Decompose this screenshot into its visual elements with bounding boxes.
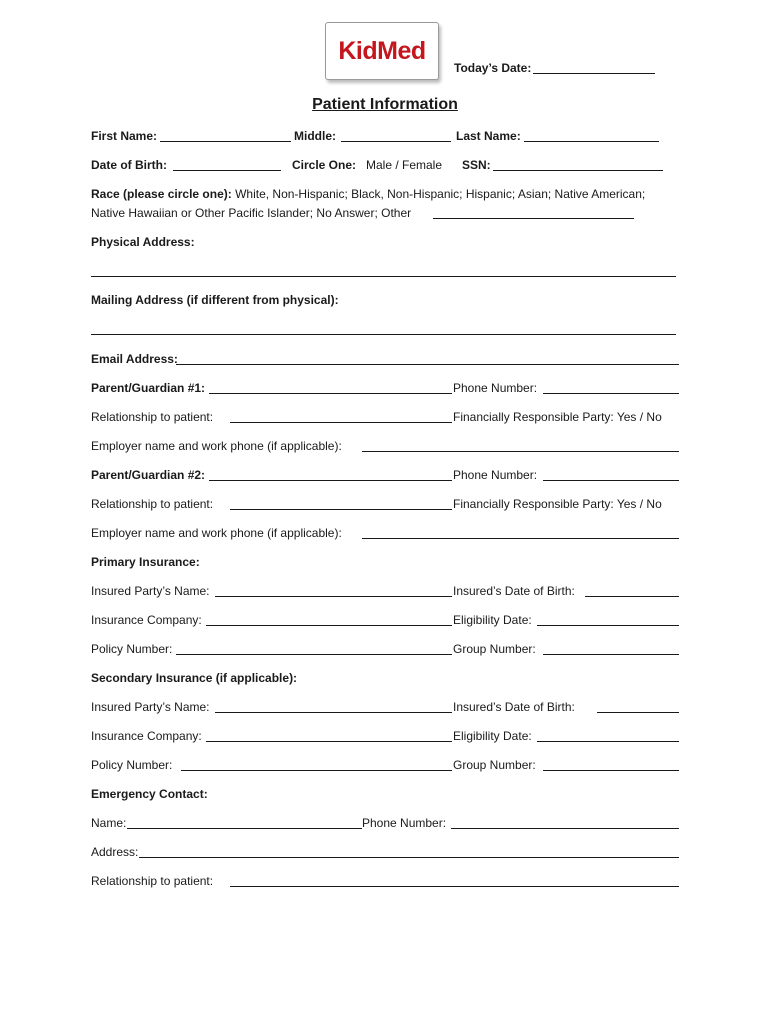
emergency-phone-field[interactable]	[451, 828, 679, 829]
emergency-heading: Emergency Contact:	[91, 787, 208, 801]
guardian2-name-field[interactable]	[209, 480, 452, 481]
primary-company-label: Insurance Company:	[91, 613, 202, 627]
emergency-relationship-field[interactable]	[230, 886, 679, 887]
guardian2-employer-field[interactable]	[362, 538, 679, 539]
guardian2-employer-label: Employer name and work phone (if applicable):	[91, 526, 342, 540]
primary-eligibility-label: Eligibility Date:	[453, 613, 532, 627]
logo-text: KidMed	[338, 36, 426, 65]
secondary-policy-label: Policy Number:	[91, 758, 173, 772]
race-options-2[interactable]: Native Hawaiian or Other Pacific Islander; No Answer; Other	[91, 206, 412, 220]
guardian1-name-field[interactable]	[209, 393, 452, 394]
first-name-field[interactable]	[160, 141, 291, 142]
last-name-field[interactable]	[524, 141, 659, 142]
ssn-field[interactable]	[493, 170, 663, 171]
emergency-address-field[interactable]	[139, 857, 679, 858]
kidmed-logo	[325, 22, 439, 80]
secondary-company-label: Insurance Company:	[91, 729, 202, 743]
sex-options[interactable]: Male / Female	[366, 158, 443, 172]
secondary-insurance-heading: Secondary Insurance (if applicable):	[91, 671, 298, 685]
secondary-insured-dob-field[interactable]	[597, 712, 679, 713]
primary-insured-name-label: Insured Party’s Name:	[91, 584, 210, 598]
physical-address-field[interactable]	[91, 276, 676, 277]
dob-field[interactable]	[173, 170, 281, 171]
ssn-label: SSN:	[462, 158, 491, 172]
guardian1-phone-label: Phone Number:	[453, 381, 538, 395]
emergency-name-label: Name:	[91, 816, 127, 830]
primary-company-field[interactable]	[206, 625, 452, 626]
guardian2-relationship-label: Relationship to patient:	[91, 497, 214, 511]
emergency-phone-label: Phone Number:	[362, 816, 447, 830]
race-options-1[interactable]: White, Non-Hispanic; Black, Non-Hispanic; Hispanic; Asian; Native American;	[235, 187, 646, 201]
primary-policy-label: Policy Number:	[91, 642, 173, 656]
guardian1-employer-label: Employer name and work phone (if applicable):	[91, 439, 342, 453]
race-label: Race (please circle one):	[91, 187, 232, 201]
email-label: Email Address:	[91, 352, 178, 366]
dob-label: Date of Birth:	[91, 158, 167, 172]
emergency-name-field[interactable]	[127, 828, 362, 829]
email-field[interactable]	[176, 364, 679, 365]
middle-name-label: Middle:	[294, 129, 336, 143]
mailing-address-field[interactable]	[91, 334, 676, 335]
primary-group-field[interactable]	[543, 654, 679, 655]
secondary-eligibility-label: Eligibility Date:	[453, 729, 532, 743]
secondary-eligibility-field[interactable]	[537, 741, 679, 742]
todays-date-field[interactable]	[533, 73, 655, 74]
secondary-group-field[interactable]	[543, 770, 679, 771]
guardian1-phone-field[interactable]	[543, 393, 679, 394]
guardian1-employer-field[interactable]	[362, 451, 679, 452]
primary-insured-name-field[interactable]	[215, 596, 452, 597]
guardian2-phone-label: Phone Number:	[453, 468, 538, 482]
primary-eligibility-field[interactable]	[537, 625, 679, 626]
middle-name-field[interactable]	[341, 141, 451, 142]
mailing-address-label: Mailing Address (if different from physical):	[91, 293, 339, 307]
guardian1-relationship-label: Relationship to patient:	[91, 410, 214, 424]
secondary-company-field[interactable]	[206, 741, 452, 742]
primary-insured-dob-label: Insured’s Date of Birth:	[453, 584, 575, 598]
guardian2-financial-label[interactable]: Financially Responsible Party: Yes / No	[453, 497, 662, 511]
race-line-1	[91, 187, 645, 201]
primary-insurance-heading: Primary Insurance:	[91, 555, 200, 569]
circle-one-label: Circle One:	[292, 158, 357, 172]
secondary-insured-dob-label: Insured’s Date of Birth:	[453, 700, 575, 714]
guardian2-relationship-field[interactable]	[230, 509, 452, 510]
physical-address-label: Physical Address:	[91, 235, 195, 249]
primary-group-label: Group Number:	[453, 642, 536, 656]
guardian1-financial-label[interactable]: Financially Responsible Party: Yes / No	[453, 410, 662, 424]
secondary-insured-name-label: Insured Party’s Name:	[91, 700, 210, 714]
emergency-relationship-label: Relationship to patient:	[91, 874, 214, 888]
page-title: Patient Information	[312, 96, 458, 113]
secondary-group-label: Group Number:	[453, 758, 536, 772]
last-name-label: Last Name:	[456, 129, 521, 143]
guardian1-label: Parent/Guardian #1:	[91, 381, 206, 395]
primary-policy-field[interactable]	[176, 654, 452, 655]
secondary-policy-field[interactable]	[181, 770, 452, 771]
guardian1-relationship-field[interactable]	[230, 422, 452, 423]
secondary-insured-name-field[interactable]	[215, 712, 452, 713]
primary-insured-dob-field[interactable]	[585, 596, 679, 597]
emergency-address-label: Address:	[91, 845, 139, 859]
guardian2-label: Parent/Guardian #2:	[91, 468, 206, 482]
todays-date-label: Today’s Date:	[454, 61, 532, 75]
guardian2-phone-field[interactable]	[543, 480, 679, 481]
race-other-field[interactable]	[433, 218, 634, 219]
first-name-label: First Name:	[91, 129, 158, 143]
